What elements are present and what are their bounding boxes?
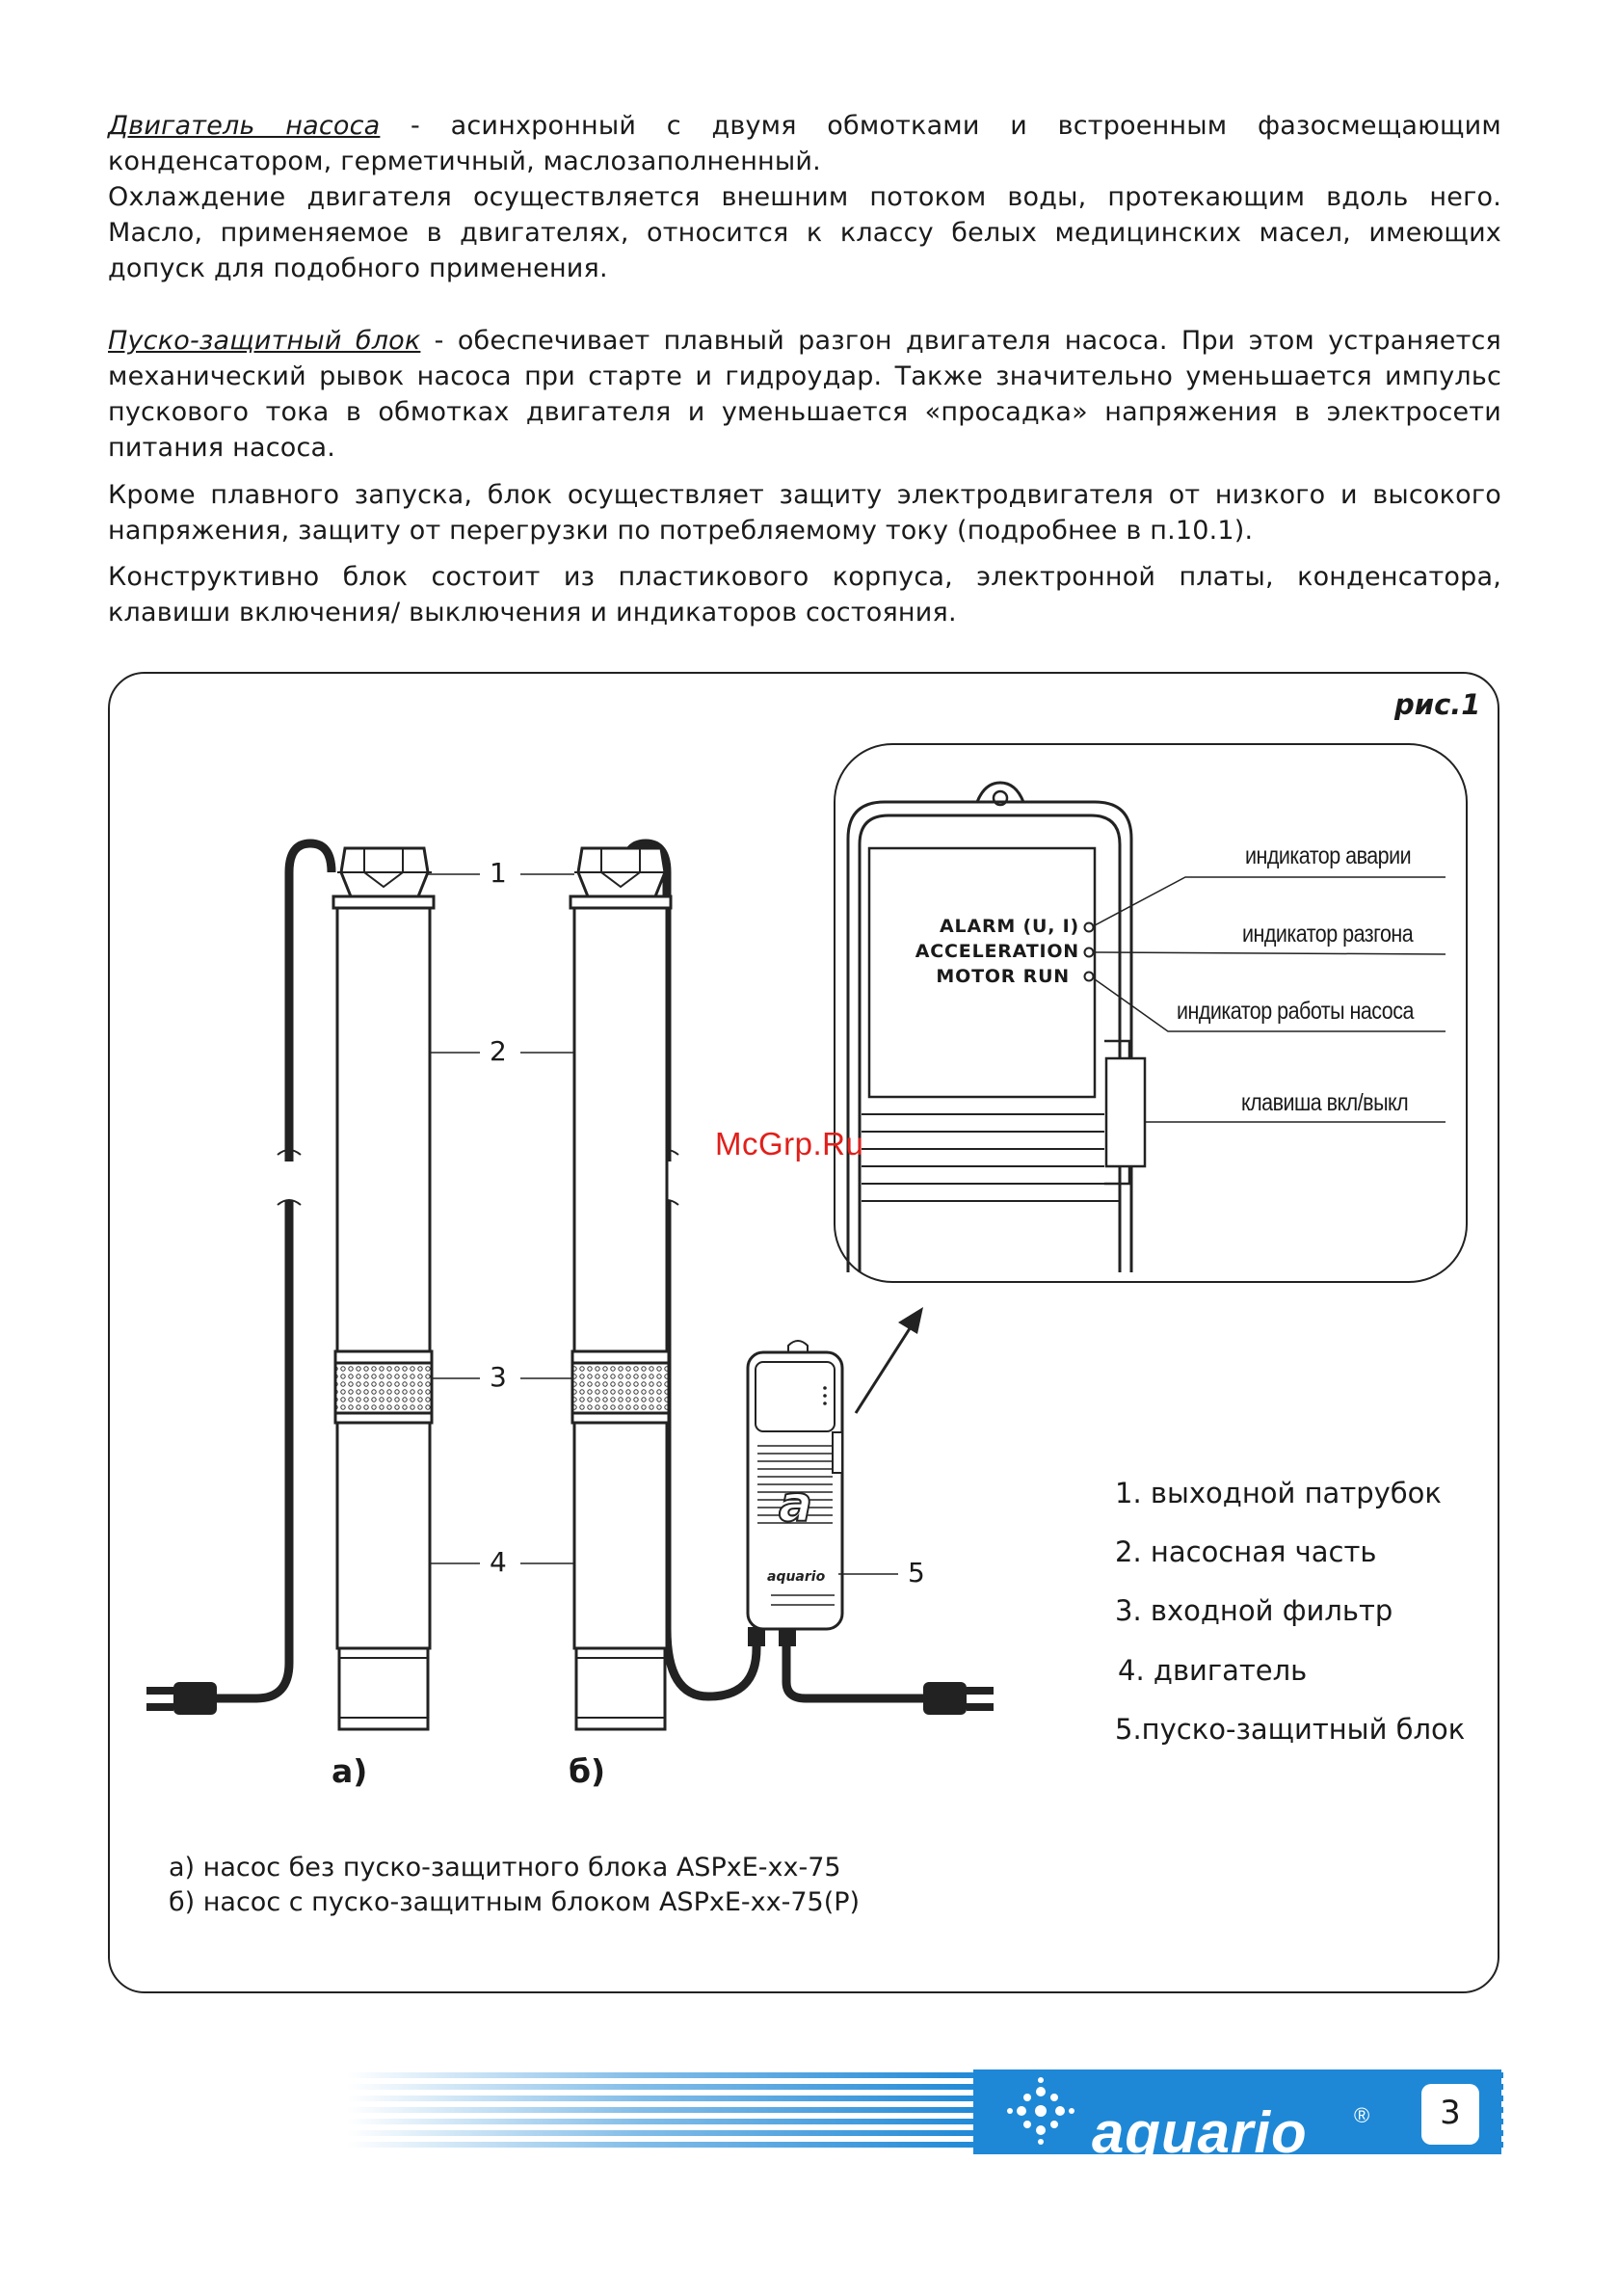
legend-item-2: 2. насосная часть: [1115, 1535, 1377, 1568]
svg-text:a: a: [779, 1476, 813, 1534]
callout-1: 1: [490, 857, 507, 889]
legend-item-1: 1. выходной патрубок: [1115, 1477, 1442, 1509]
footer-brand-logo: aquario: [1092, 2100, 1308, 2165]
figure-label: рис.1: [1394, 688, 1481, 721]
callout-5: 5: [908, 1557, 925, 1589]
label-run-indicator: индикатор работы насоса: [1177, 998, 1414, 1025]
label-alarm-indicator: индикатор аварии: [1245, 842, 1412, 869]
pump-a: [146, 843, 434, 1729]
caption-a: а) насос без пуско-защитного блока ASPxE-xx-75: [169, 1853, 841, 1882]
footer-registered-mark: ®: [1354, 2103, 1370, 2127]
page-number: 3: [1440, 2094, 1461, 2132]
term-motor: Двигатель насоса: [108, 111, 381, 141]
label-switch: клавиша вкл/выкл: [1241, 1089, 1409, 1116]
variant-a-label: а): [332, 1752, 368, 1790]
variant-b-label: б): [569, 1752, 606, 1790]
legend-item-4: 4. двигатель: [1118, 1654, 1308, 1687]
pump-b: [570, 843, 756, 1729]
control-unit: [748, 1341, 994, 1715]
callout-3: 3: [490, 1361, 507, 1393]
watermark: McGrp.Ru: [715, 1126, 864, 1161]
zoom-arrow: [856, 1307, 923, 1413]
callout-2: 2: [490, 1035, 507, 1067]
label-accel-indicator: индикатор разгона: [1242, 921, 1414, 948]
paragraph-construction: Конструктивно блок состоит из пластикового корпуса, электронной платы, конденсатора, клавиши включения/ выключения и индикаторов состояния.: [108, 562, 1501, 627]
paragraph-start-unit-text: - обеспечивает плавный разгон двигателя насоса. При этом устраняется механический рывок насоса при старте и гидроудар. Также значительно уменьшается импульс пускового тока в обмотках двигателя и уменьшается «просадка» напряжения в электросети питания насоса.: [108, 326, 1501, 463]
device-brand: aquario: [767, 1569, 826, 1585]
caption-b: б) насос с пуско-защитным блоком ASPxE-xx-75(P): [169, 1887, 861, 1917]
legend-item-5: 5.пуско-защитный блок: [1115, 1713, 1466, 1746]
paragraph-cooling: Охлаждение двигателя осуществляется внешним потоком воды, протекающим вдоль него. Масло, применяемое в двигателях, относится к классу белых медицинских масел, имеющих допуск для подобного применения.: [108, 182, 1501, 283]
term-start-unit: Пуско-защитный блок: [108, 326, 421, 356]
panel-label-motor-run: MOTOR RUN: [936, 966, 1070, 987]
footer-band: [347, 2069, 1503, 2154]
panel-label-acceleration: ACCELERATION: [915, 941, 1079, 962]
panel-label-alarm: ALARM (U, I): [940, 916, 1079, 937]
paragraph-protection: Кроме плавного запуска, блок осуществляет защиту электродвигателя от низкого и высокого напряжения, защиту от перегрузки по потребляемому току (подробнее в п.10.1).: [108, 480, 1501, 546]
callout-4: 4: [490, 1546, 507, 1578]
paragraph-motor-text: - асинхронный с двумя обмотками и встроенным фазосмещающим конденсатором, герметичный, маслозаполненный.: [108, 111, 1501, 176]
legend-item-3: 3. входной фильтр: [1115, 1594, 1393, 1627]
